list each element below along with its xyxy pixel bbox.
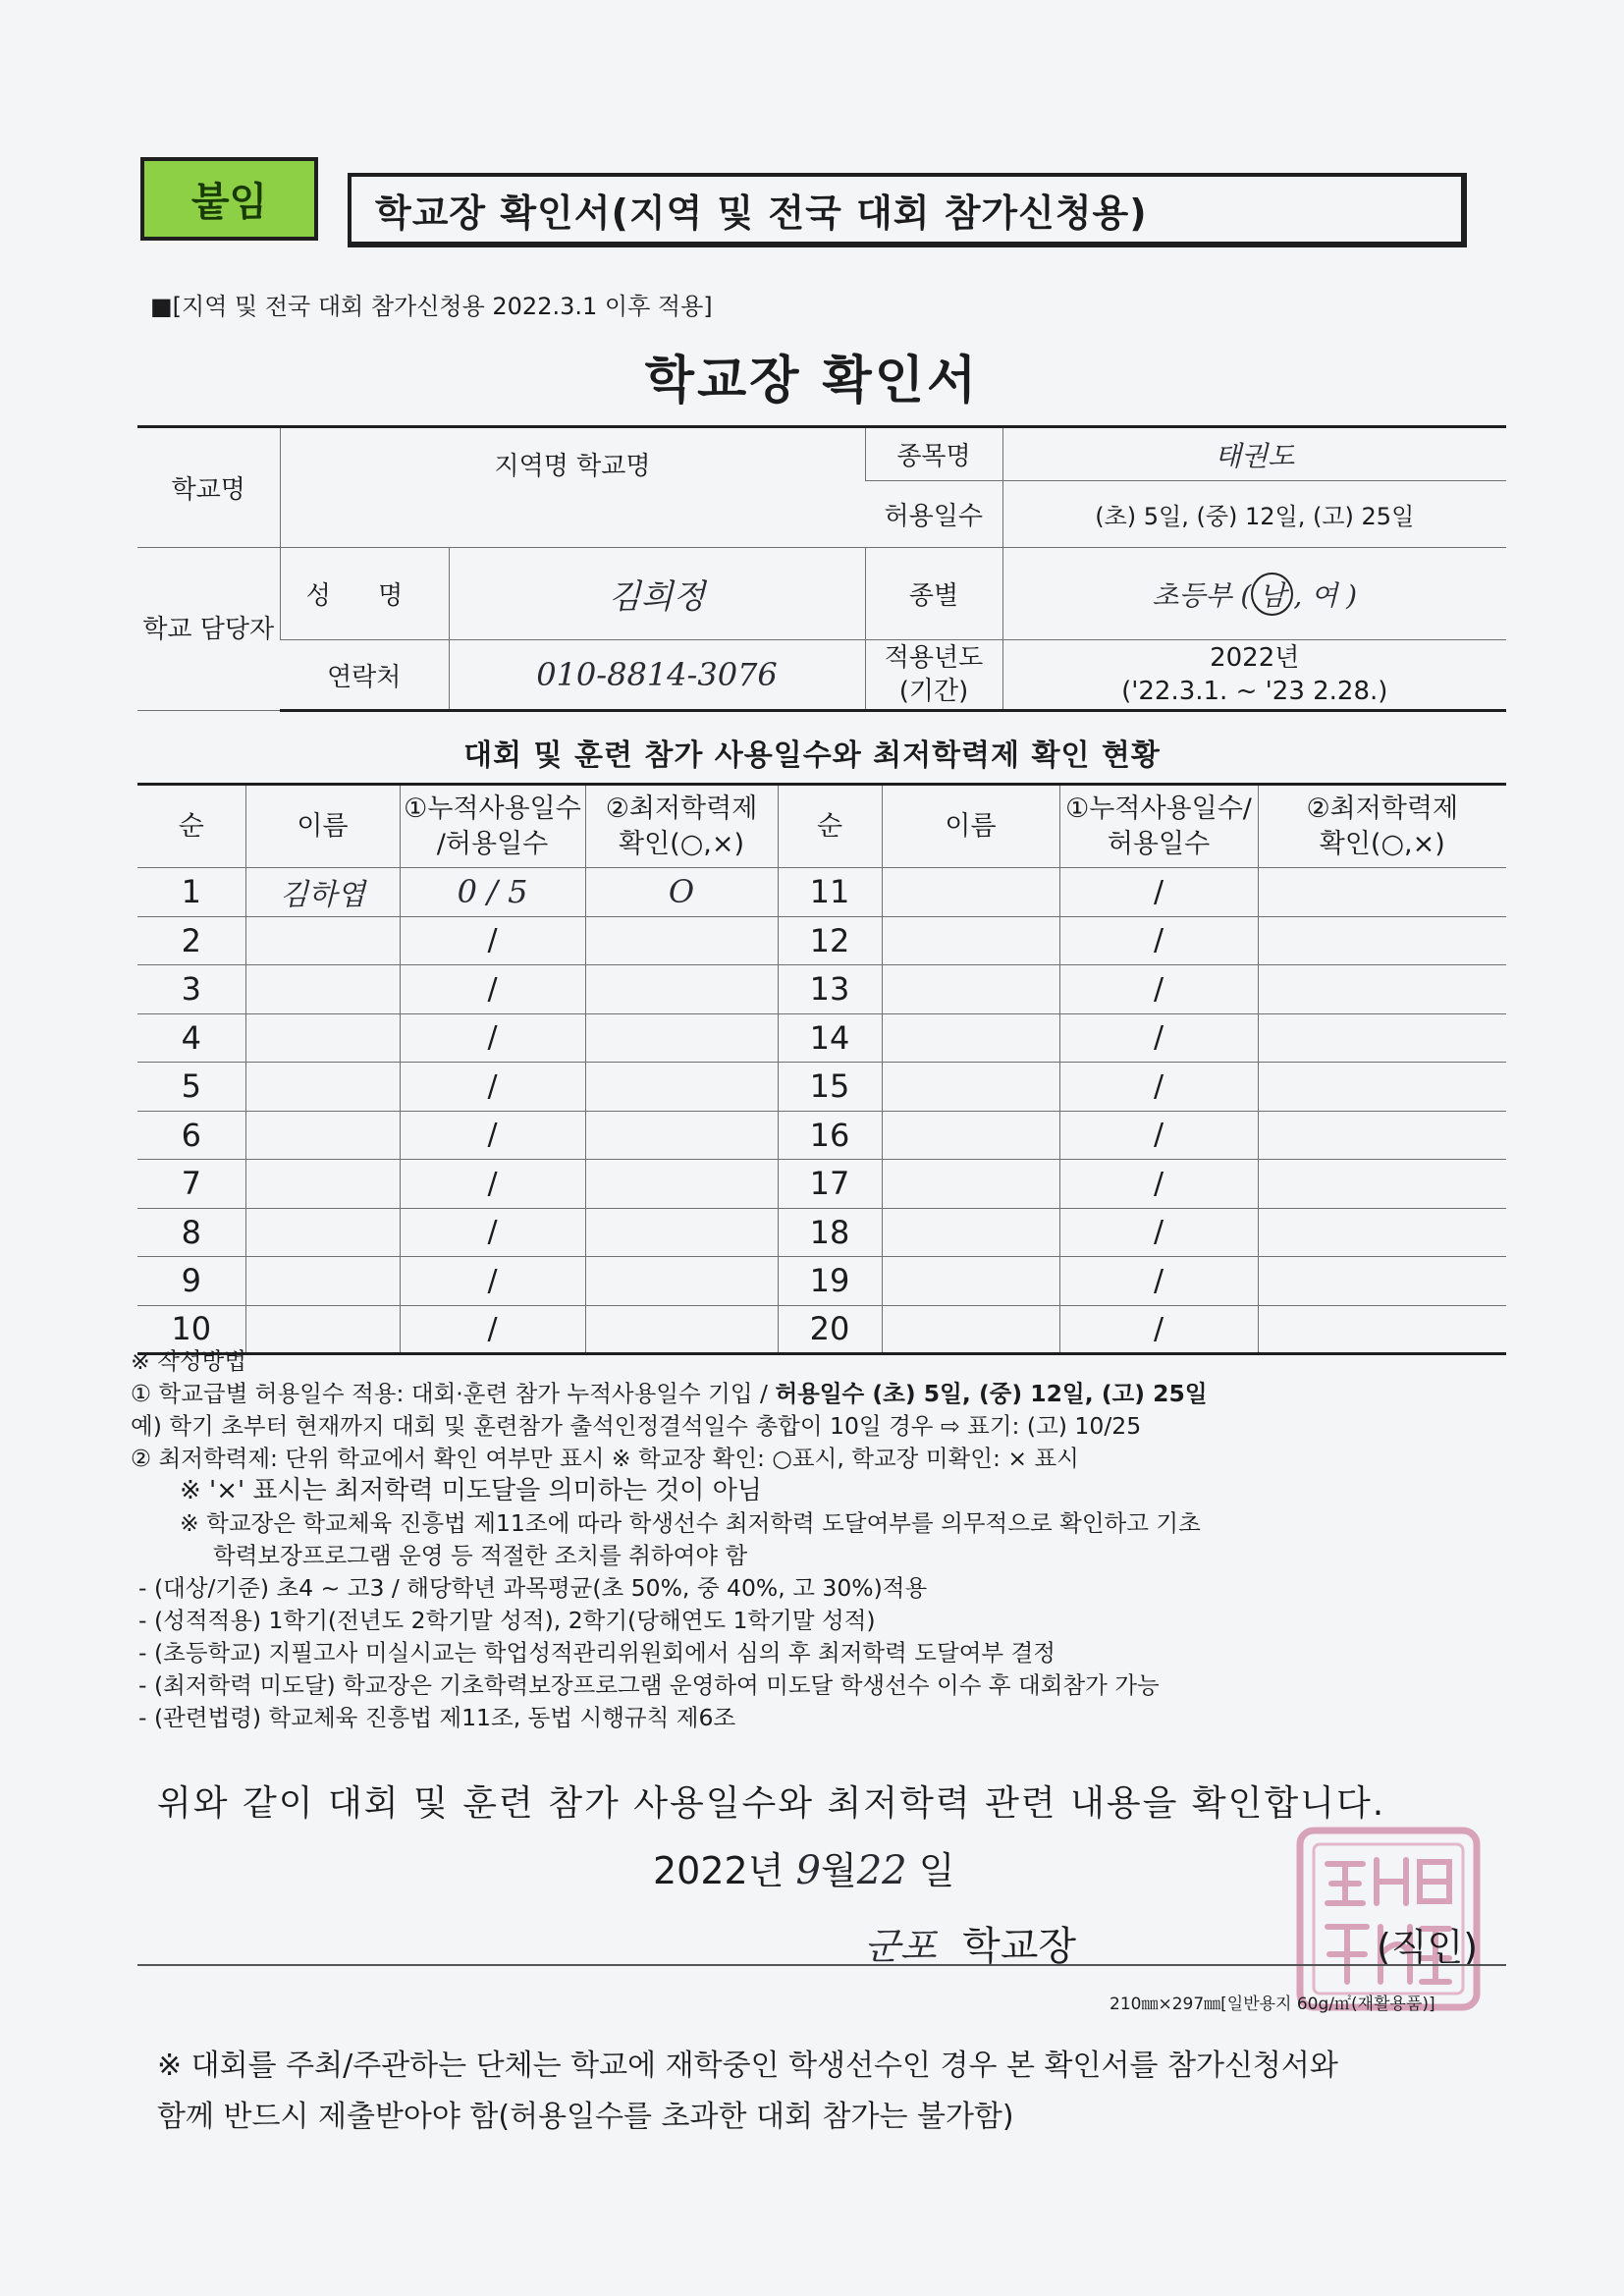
used-days: / [400,1013,585,1063]
student-name [245,1257,400,1306]
table-row [137,965,1506,1014]
used-days: / [1059,965,1258,1014]
header-days-right: ①누적사용일수/ 허용일수 [1059,785,1258,868]
academic-check [585,1257,778,1306]
student-name [245,1160,400,1209]
paper-spec: 210㎜×297㎜[일반용지 60g/㎡(재활용품)] [1110,1995,1435,2014]
event-value: 태권도 [1215,439,1295,472]
student-name [882,916,1059,965]
row-number: 9 [137,1257,245,1306]
detail-grades: - (성적적용) 1학기(전년도 2학기말 성적), 2학기(당해연도 1학기말 성적) [138,1607,876,1634]
row-number: 5 [137,1063,245,1112]
contact-value: 010-8814-3076 [536,656,778,693]
document-header-title: 학교장 확인서(지역 및 전국 대회 참가신청용) [348,173,1467,247]
date-day: 22 [856,1848,907,1893]
student-name [245,1013,400,1063]
academic-check [1258,1063,1506,1112]
header-order-left: 순 [137,785,245,868]
allowed-days-label: 허용일수 [865,481,1002,548]
divider [137,1964,1506,1966]
academic-check [585,1013,778,1063]
used-days: / [400,1063,585,1112]
academic-check [1258,868,1506,917]
student-name [882,868,1059,917]
row-number: 16 [778,1111,882,1160]
student-name [245,1063,400,1112]
used-days: / [400,965,585,1014]
header-name-left: 이름 [245,785,400,868]
footnote: ※ 대회를 주최/주관하는 단체는 학교에 재학중인 학생선수인 경우 본 확인서를 참가신청서와 함께 반드시 제출받아야 함(허용일수를 초과한 대회 참가는 불가함) [157,2049,1338,2134]
used-days: / [1059,868,1258,917]
student-name [882,1257,1059,1306]
table-row [137,1063,1506,1112]
academic-check [1258,1111,1506,1160]
academic-check [1258,1160,1506,1209]
row-number: 20 [778,1305,882,1354]
note-academic: ② 최저학력제: 단위 학교에서 확인 여부만 표시 ※ 학교장 확인: ○표시, 학교장 미확인: × 표시 [131,1445,1079,1472]
table-row [137,868,1506,917]
allowed-days-value: (초) 5일, (중) 12일, (고) 25일 [1002,481,1506,548]
academic-check [1258,965,1506,1014]
header-academic-left: ②최저학력제 확인(○,×) [585,785,778,868]
student-name [245,965,400,1014]
student-name [245,1111,400,1160]
academic-check [585,1111,778,1160]
note-example: 예) 학기 초부터 현재까지 대회 및 훈련참가 출석인정결석일수 총합이 10일 경우 ⇨ 표기: (고) 10/25 [131,1412,1142,1440]
manager-name-value: 김희정 [608,577,706,617]
gender-value: 초등부 ( 남 , 여 ) [1002,548,1506,640]
row-number: 13 [778,965,882,1014]
contact-label: 연락처 [280,640,449,711]
used-days: / [400,1305,585,1354]
student-name [245,1208,400,1257]
used-days: / [1059,1257,1258,1306]
principal-signature: 군포 학교장 [864,1924,1077,1969]
used-days: / [400,1257,585,1306]
note-x-meaning: ※ '×' 표시는 최저학력 미도달을 의미하는 것이 아님 [180,1476,762,1505]
row-number: 15 [778,1063,882,1112]
school-name-label: 학교명 [137,427,280,548]
student-name: 김하엽 [280,878,365,913]
year-label: 적용년도 (기간) [865,640,1002,711]
academic-check [585,1208,778,1257]
note-principal-duty-cont: 학력보장프로그램 운영 등 적절한 조치를 취하여야 함 [213,1542,748,1569]
male-circled-mark: 남 [1251,573,1293,616]
used-days: / [1059,1160,1258,1209]
event-label: 종목명 [865,427,1002,481]
academic-check [585,1160,778,1209]
used-days: / [400,1160,585,1209]
academic-check [1258,1208,1506,1257]
row-number: 2 [137,916,245,965]
row-number: 1 [137,868,245,917]
row-number: 11 [778,868,882,917]
detail-law: - (관련법령) 학교체육 진흥법 제11조, 동법 시행규칙 제6조 [138,1704,736,1731]
used-days: / [1059,916,1258,965]
academic-check [585,916,778,965]
student-name [882,1063,1059,1112]
seal-label: (직인) [1377,1926,1479,1969]
student-name [882,1013,1059,1063]
detail-target: - (대상/기준) 초4 ~ 고3 / 해당학년 과목평균(초 50%, 중 40%, 고 30%)적용 [138,1574,928,1602]
row-number: 18 [778,1208,882,1257]
applicability-note: ■[지역 및 전국 대회 참가신청용 2022.3.1 이후 적용] [150,293,713,320]
school-info-table [137,425,1506,712]
header-order-right: 순 [778,785,882,868]
table-row [137,1208,1506,1257]
student-name [882,1111,1059,1160]
writing-instructions [131,1345,1505,1734]
row-number: 10 [137,1305,245,1354]
academic-check [1258,1013,1506,1063]
used-days: / [1059,1208,1258,1257]
row-number: 12 [778,916,882,965]
row-number: 17 [778,1160,882,1209]
used-days: 0 / 5 [457,873,528,911]
usage-days-table [137,783,1506,1355]
year-value: 2022년 ('22.3.1. ~ '23 2.28.) [1002,640,1506,711]
used-days: / [1059,1013,1258,1063]
table-row [137,916,1506,965]
used-days: / [400,1208,585,1257]
used-days: / [400,916,585,965]
row-number: 14 [778,1013,882,1063]
student-name [882,1160,1059,1209]
row-number: 6 [137,1111,245,1160]
row-number: 4 [137,1013,245,1063]
student-name [882,965,1059,1014]
academic-check [1258,1257,1506,1306]
header-name-right: 이름 [882,785,1059,868]
table-row [137,1160,1506,1209]
note-allowed-days: ① 학교급별 허용일수 적용: 대회·훈련 참가 누적사용일수 기입 / 허용일수 (초) 5일, (중) 12일, (고) 25일 [131,1380,1208,1407]
confirmation-statement: 위와 같이 대회 및 훈련 참가 사용일수와 최저학력 관련 내용을 확인합니다. [157,1783,1386,1824]
row-number: 3 [137,965,245,1014]
used-days: / [1059,1111,1258,1160]
school-name-value: 지역명 학교명 [280,427,865,548]
header-days-left: ①누적사용일수 /허용일수 [400,785,585,868]
academic-check: O [668,873,695,911]
note-principal-duty: ※ 학교장은 학교체육 진흥법 제11조에 따라 학생선수 최저학력 도달여부를 의무적으로 확인하고 기초 [180,1509,1201,1537]
student-name [245,916,400,965]
academic-check [585,1063,778,1112]
detail-elementary: - (초등학교) 지필고사 미실시교는 학업성적관리위원회에서 심의 후 최저학력 도달여부 결정 [138,1639,1056,1667]
manager-label: 학교 담당자 [137,548,280,711]
student-name [882,1208,1059,1257]
gender-label: 종별 [865,548,1002,640]
notes-heading: ※ 작성방법 [131,1347,246,1375]
used-days: / [1059,1063,1258,1112]
used-days: / [400,1111,585,1160]
detail-below-minimum: - (최저학력 미도달) 학교장은 기초학력보장프로그램 운영하여 미도달 학생선수 이수 후 대회참가 가능 [138,1671,1160,1699]
school-name-handwritten: 군포 [864,1925,937,1968]
academic-check [585,965,778,1014]
signature-date: 2022년 9월22 일 [653,1848,955,1893]
table-row [137,1257,1506,1306]
header-academic-right: ②최저학력제 확인(○,×) [1258,785,1506,868]
page-title: 학교장 확인서 [644,352,980,410]
table-row [137,1013,1506,1063]
date-month: 9 [795,1848,821,1893]
used-days: / [1059,1305,1258,1354]
academic-check [1258,916,1506,965]
table-row [137,1111,1506,1160]
row-number: 8 [137,1208,245,1257]
name-label: 성 명 [280,548,449,640]
row-number: 19 [778,1257,882,1306]
attachment-badge: 붙임 [140,157,318,241]
usage-table-caption: 대회 및 훈련 참가 사용일수와 최저학력제 확인 현황 [463,738,1161,773]
row-number: 7 [137,1160,245,1209]
